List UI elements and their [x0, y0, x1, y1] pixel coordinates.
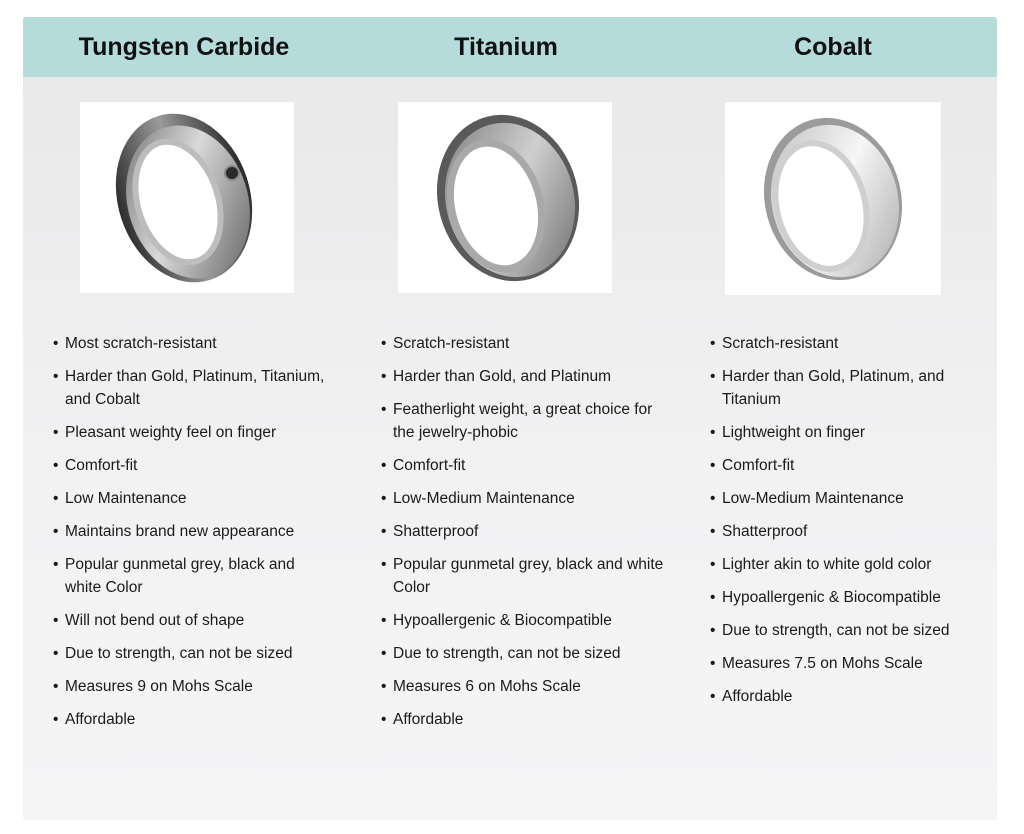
column-titanium: [345, 77, 673, 820]
titanium-feature-list: [381, 332, 666, 741]
list-item: • Harder than Gold, Platinum, and Titanium: [710, 365, 990, 411]
list-item: • Comfort-fit: [381, 454, 666, 477]
titanium-ring-image: [398, 102, 612, 293]
list-item: • Scratch-resistant: [710, 332, 990, 355]
list-item: • Measures 7.5 on Mohs Scale: [710, 652, 990, 675]
list-item: • Pleasant weighty feel on finger: [53, 421, 333, 444]
list-item: • Scratch-resistant: [381, 332, 666, 355]
list-item: • Hypoallergenic & Biocompatible: [381, 609, 666, 632]
list-item: • Popular gunmetal grey, black and white Color: [381, 553, 666, 599]
list-item: • Comfort-fit: [710, 454, 990, 477]
list-item: • Hypoallergenic & Biocompatible: [710, 586, 990, 609]
list-item: • Will not bend out of shape: [53, 609, 333, 632]
column-title-tungsten: Tungsten Carbide: [78, 33, 290, 61]
list-item: • Harder than Gold, Platinum, Titanium, and Cobalt: [53, 365, 333, 411]
list-item: • Due to strength, can not be sized: [710, 619, 990, 642]
list-item: • Maintains brand new appearance: [53, 520, 333, 543]
list-item: • Due to strength, can not be sized: [53, 642, 333, 665]
list-item: • Shatterproof: [710, 520, 990, 543]
list-item: • Due to strength, can not be sized: [381, 642, 666, 665]
list-item: • Affordable: [53, 708, 333, 731]
list-item: • Most scratch-resistant: [53, 332, 333, 355]
list-item: • Affordable: [381, 708, 666, 731]
list-item: • Lighter akin to white gold color: [710, 553, 990, 576]
list-item: • Measures 6 on Mohs Scale: [381, 675, 666, 698]
list-item: • Featherlight weight, a great choice for the jewelry-phobic: [381, 398, 666, 444]
column-tungsten: [23, 77, 345, 820]
list-item: • Shatterproof: [381, 520, 666, 543]
cobalt-ring-image: [725, 102, 941, 295]
list-item: • Harder than Gold, and Platinum: [381, 365, 666, 388]
list-item: • Comfort-fit: [53, 454, 333, 477]
column-title-titanium: Titanium: [454, 33, 558, 61]
comparison-panel: [23, 17, 997, 820]
tungsten-feature-list: [53, 332, 333, 741]
list-item: • Affordable: [710, 685, 990, 708]
list-item: • Low-Medium Maintenance: [381, 487, 666, 510]
list-item: • Low-Medium Maintenance: [710, 487, 990, 510]
list-item: • Lightweight on finger: [710, 421, 990, 444]
list-item: • Low Maintenance: [53, 487, 333, 510]
list-item: • Popular gunmetal grey, black and white Color: [53, 553, 333, 599]
cobalt-feature-list: [710, 332, 990, 718]
list-item: • Measures 9 on Mohs Scale: [53, 675, 333, 698]
column-cobalt: [673, 77, 997, 820]
tungsten-ring-image: [80, 102, 294, 293]
column-title-cobalt: Cobalt: [794, 33, 872, 61]
